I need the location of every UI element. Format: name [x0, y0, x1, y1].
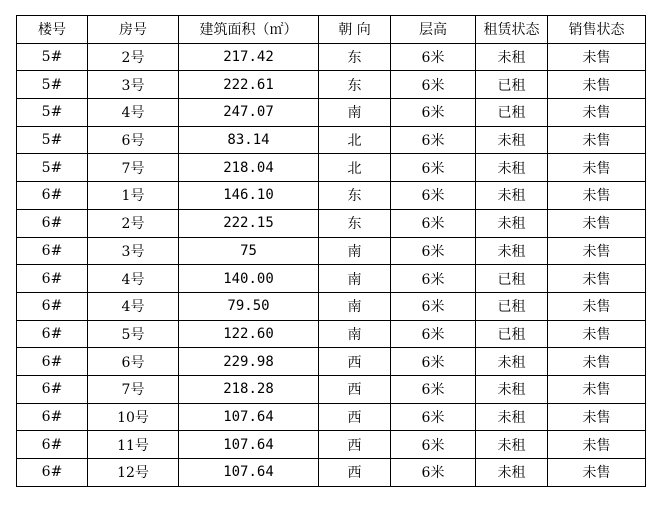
sales-status-cell: 未售: [548, 126, 646, 154]
building-cell: 6#: [17, 348, 88, 376]
area-cell: 75: [179, 237, 319, 265]
orientation-cell: 南: [319, 99, 391, 127]
table-row: [17, 182, 646, 210]
orientation-cell: 南: [319, 237, 391, 265]
orientation-cell: 东: [319, 43, 391, 71]
orientation-cell: 西: [319, 348, 391, 376]
rental-status-cell: 未租: [476, 126, 548, 154]
floor-height-cell: 6米: [391, 237, 476, 265]
area-cell: 146.10: [179, 182, 319, 210]
rental-status-cell: 已租: [476, 265, 548, 293]
floor-height-cell: 6米: [391, 459, 476, 487]
rental-status-cell: 未租: [476, 459, 548, 487]
building-cell: 5#: [17, 43, 88, 71]
rental-status-cell: 未租: [476, 154, 548, 182]
table-row: [17, 43, 646, 71]
floor-height-cell: 6米: [391, 348, 476, 376]
sales-status-cell: 未售: [548, 403, 646, 431]
area-cell: 79.50: [179, 292, 319, 320]
orientation-cell: 南: [319, 320, 391, 348]
rental-status-cell: 未租: [476, 209, 548, 237]
table-header: [17, 16, 646, 44]
table-body: [17, 43, 646, 486]
area-cell: 83.14: [179, 126, 319, 154]
area-cell: 218.04: [179, 154, 319, 182]
room-cell: 3号: [88, 71, 179, 99]
rental-status-cell: 未租: [476, 431, 548, 459]
table-row: [17, 71, 646, 99]
floor-height-cell: 6米: [391, 71, 476, 99]
room-cell: 10号: [88, 403, 179, 431]
orientation-cell: 西: [319, 403, 391, 431]
header-orientation: 朝 向: [319, 16, 391, 44]
sales-status-cell: 未售: [548, 265, 646, 293]
table-row: [17, 99, 646, 127]
table-row: [17, 265, 646, 293]
area-cell: 107.64: [179, 403, 319, 431]
room-cell: 6号: [88, 348, 179, 376]
area-cell: 107.64: [179, 431, 319, 459]
rental-status-cell: 未租: [476, 182, 548, 210]
area-cell: 107.64: [179, 459, 319, 487]
sales-status-cell: 未售: [548, 209, 646, 237]
property-table: [16, 15, 646, 487]
floor-height-cell: 6米: [391, 265, 476, 293]
header-row: [17, 16, 646, 44]
rental-status-cell: 已租: [476, 99, 548, 127]
sales-status-cell: 未售: [548, 348, 646, 376]
rental-status-cell: 未租: [476, 43, 548, 71]
building-cell: 6#: [17, 320, 88, 348]
header-area: 建筑面积（㎡）: [179, 16, 319, 44]
room-cell: 7号: [88, 375, 179, 403]
orientation-cell: 北: [319, 154, 391, 182]
table-row: [17, 320, 646, 348]
building-cell: 6#: [17, 209, 88, 237]
building-cell: 6#: [17, 459, 88, 487]
table-row: [17, 209, 646, 237]
building-cell: 6#: [17, 431, 88, 459]
sales-status-cell: 未售: [548, 459, 646, 487]
floor-height-cell: 6米: [391, 403, 476, 431]
building-cell: 5#: [17, 126, 88, 154]
area-cell: 222.15: [179, 209, 319, 237]
sales-status-cell: 未售: [548, 431, 646, 459]
room-cell: 5号: [88, 320, 179, 348]
sales-status-cell: 未售: [548, 237, 646, 265]
table-row: [17, 154, 646, 182]
building-cell: 6#: [17, 182, 88, 210]
area-cell: 140.00: [179, 265, 319, 293]
building-cell: 6#: [17, 292, 88, 320]
area-cell: 217.42: [179, 43, 319, 71]
rental-status-cell: 未租: [476, 403, 548, 431]
building-cell: 5#: [17, 154, 88, 182]
header-rental-status: 租赁状态: [476, 16, 548, 44]
area-cell: 122.60: [179, 320, 319, 348]
orientation-cell: 东: [319, 71, 391, 99]
area-cell: 218.28: [179, 375, 319, 403]
header-floor-height: 层高: [391, 16, 476, 44]
header-room: 房号: [88, 16, 179, 44]
floor-height-cell: 6米: [391, 154, 476, 182]
room-cell: 4号: [88, 265, 179, 293]
floor-height-cell: 6米: [391, 43, 476, 71]
building-cell: 5#: [17, 99, 88, 127]
room-cell: 7号: [88, 154, 179, 182]
table-row: [17, 431, 646, 459]
floor-height-cell: 6米: [391, 209, 476, 237]
sales-status-cell: 未售: [548, 320, 646, 348]
room-cell: 4号: [88, 292, 179, 320]
floor-height-cell: 6米: [391, 99, 476, 127]
sales-status-cell: 未售: [548, 182, 646, 210]
building-cell: 6#: [17, 265, 88, 293]
table-row: [17, 126, 646, 154]
orientation-cell: 西: [319, 431, 391, 459]
room-cell: 11号: [88, 431, 179, 459]
orientation-cell: 西: [319, 459, 391, 487]
rental-status-cell: 未租: [476, 237, 548, 265]
building-cell: 5#: [17, 71, 88, 99]
orientation-cell: 南: [319, 292, 391, 320]
room-cell: 1号: [88, 182, 179, 210]
table-row: [17, 292, 646, 320]
rental-status-cell: 已租: [476, 320, 548, 348]
room-cell: 2号: [88, 209, 179, 237]
sales-status-cell: 未售: [548, 292, 646, 320]
room-cell: 2号: [88, 43, 179, 71]
sales-status-cell: 未售: [548, 43, 646, 71]
floor-height-cell: 6米: [391, 375, 476, 403]
room-cell: 3号: [88, 237, 179, 265]
table-row: [17, 459, 646, 487]
area-cell: 229.98: [179, 348, 319, 376]
building-cell: 6#: [17, 403, 88, 431]
orientation-cell: 南: [319, 265, 391, 293]
sales-status-cell: 未售: [548, 375, 646, 403]
floor-height-cell: 6米: [391, 182, 476, 210]
table-row: [17, 375, 646, 403]
area-cell: 247.07: [179, 99, 319, 127]
rental-status-cell: 未租: [476, 348, 548, 376]
rental-status-cell: 未租: [476, 375, 548, 403]
table-row: [17, 237, 646, 265]
area-cell: 222.61: [179, 71, 319, 99]
table-row: [17, 403, 646, 431]
building-cell: 6#: [17, 375, 88, 403]
room-cell: 12号: [88, 459, 179, 487]
floor-height-cell: 6米: [391, 320, 476, 348]
table-row: [17, 348, 646, 376]
building-cell: 6#: [17, 237, 88, 265]
floor-height-cell: 6米: [391, 431, 476, 459]
header-building: 楼号: [17, 16, 88, 44]
orientation-cell: 西: [319, 375, 391, 403]
sales-status-cell: 未售: [548, 99, 646, 127]
rental-status-cell: 已租: [476, 71, 548, 99]
orientation-cell: 东: [319, 182, 391, 210]
header-sales-status: 销售状态: [548, 16, 646, 44]
sales-status-cell: 未售: [548, 71, 646, 99]
floor-height-cell: 6米: [391, 292, 476, 320]
room-cell: 4号: [88, 99, 179, 127]
floor-height-cell: 6米: [391, 126, 476, 154]
room-cell: 6号: [88, 126, 179, 154]
orientation-cell: 北: [319, 126, 391, 154]
orientation-cell: 东: [319, 209, 391, 237]
rental-status-cell: 已租: [476, 292, 548, 320]
sales-status-cell: 未售: [548, 154, 646, 182]
